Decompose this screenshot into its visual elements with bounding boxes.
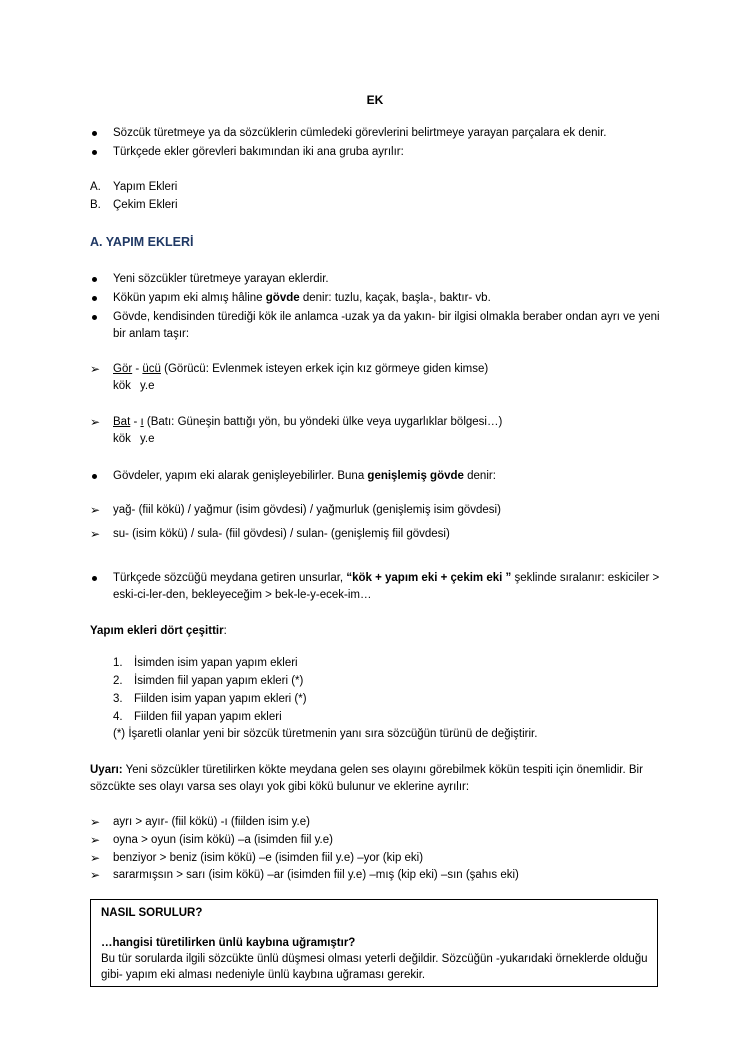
section-bullet-3-line-2: bir anlam taşır: <box>113 328 190 340</box>
example-sep: - <box>130 416 141 428</box>
example-meaning: (Batı: Güneşin battığı yön, bu yöndeki ülke veya uygarlıklar bölgesi…) <box>143 416 503 428</box>
genis-term: genişlemiş gövde <box>367 470 464 482</box>
types-heading-text: Yapım ekleri dört çeşittir <box>90 625 224 637</box>
type-num: 4. <box>113 711 123 723</box>
bullet-icon <box>92 277 97 282</box>
group-a-mark: A. <box>90 181 101 193</box>
warning-example-1: ayrı > ayır- (fiil kökü) -ı (fiilden isim y.e) <box>113 816 310 828</box>
box-question: …hangisi türetilirken ünlü kaybına uğramıştır? <box>101 937 356 949</box>
type-num: 3. <box>113 693 123 705</box>
section-bullet-1: Yeni sözcükler türetmeye yarayan eklerdir. <box>113 273 329 285</box>
type-label: İsimden fiil yapan yapım ekleri (*) <box>134 675 304 687</box>
box-line-2: gibi- yapım eki alması nedeniyle ünlü kaybına uğraması gerekir. <box>101 969 426 981</box>
warning-example-3: benziyor > beniz (isim kökü) –e (isimden fiil y.e) –yor (kip eki) <box>113 852 424 864</box>
box-line-1: Bu tür sorularda ilgili sözcükte ünlü düşmesi olması yeterli değildir. Sözcüğün -yukarıdaki örneklerde olduğu <box>101 953 648 965</box>
warning-line-1 <box>90 763 643 778</box>
box-title: NASIL SORULUR? <box>101 907 203 919</box>
type-num: 1. <box>113 657 123 669</box>
example-gor-label-root: kök <box>113 380 131 392</box>
how-asked-box <box>90 899 658 987</box>
group-b-mark: B. <box>90 199 101 211</box>
warning-label: Uyarı: <box>90 764 123 776</box>
genis-rest: denir: <box>463 470 496 482</box>
intro-line-2: Türkçede ekler görevleri bakımından iki ana gruba ayrılır: <box>113 146 404 158</box>
arrow-bullet-icon: ➢ <box>90 868 101 882</box>
arrow-bullet-icon: ➢ <box>90 815 101 829</box>
govde-term: gövde <box>265 292 300 304</box>
warning-line-2: sözcükte ses olayı varsa ses olayı yok gibi kökü bulunur ve eklerine ayrılır: <box>90 781 470 793</box>
bullet-2-text: Kökün yapım eki almış hâline <box>113 292 266 304</box>
bullet-2-rest: denir: tuzlu, kaçak, başla-, baktır- vb. <box>299 292 491 304</box>
group-b-label: Çekim Ekleri <box>113 199 178 211</box>
arrow-bullet-icon: ➢ <box>90 362 101 376</box>
section-bullet-3-line-1: Gövde, kendisinden türediği kök ile anlamca -uzak ya da yakın- bir ilgisi olmakla beraber ondan ayrı ve yeni <box>113 311 660 323</box>
arrow-bullet-icon: ➢ <box>90 833 101 847</box>
genis-example-2: su- (isim kökü) / sula- (fiil gövdesi) / sulan- (genişlemiş fiil gövdesi) <box>113 528 450 540</box>
warning-example-4: sararmışsın > sarı (isim kökü) –ar (isimden fiil y.e) –mış (kip eki) –sın (şahıs eki) <box>113 869 519 881</box>
example-meaning: (Görücü: Evlenmek isteyen erkek için kız görmeye giden kimse) <box>160 363 489 375</box>
group-a-label: Yapım Ekleri <box>113 181 178 193</box>
example-suffix: ı <box>140 416 144 428</box>
example-suffix: ücü <box>142 363 161 375</box>
example-root: Gör <box>113 363 133 375</box>
genis-govde-line <box>113 469 496 484</box>
bullet-icon <box>92 315 97 320</box>
page-title: EK <box>366 93 384 107</box>
warning-text: Yeni sözcükler türetilirken kökte meydana gelen ses olayını görebilmek kökün tespiti için önemlidir. Bir <box>122 764 643 776</box>
order-line-2: eski-ci-ler-den, bekleyeceğim > bek-le-y-ecek-im… <box>113 589 372 601</box>
bullet-icon <box>92 131 97 136</box>
order-line-1 <box>113 571 659 586</box>
order-rest: şeklinde sıralanır: eskiciler > <box>511 572 660 584</box>
types-heading <box>90 624 227 639</box>
example-sep: - <box>132 363 143 375</box>
types-heading-colon: : <box>223 625 227 637</box>
order-text: Türkçede sözcüğü meydana getiren unsurlar, <box>113 572 347 584</box>
example-root: Bat <box>113 416 131 428</box>
arrow-bullet-icon: ➢ <box>90 527 101 541</box>
type-label: Fiilden isim yapan yapım ekleri (*) <box>134 693 307 705</box>
type-num: 2. <box>113 675 123 687</box>
example-bat <box>113 415 502 430</box>
example-bat-label-root: kök <box>113 433 131 445</box>
genis-text: Gövdeler, yapım eki alarak genişleyebilirler. Buna <box>113 470 368 482</box>
arrow-bullet-icon: ➢ <box>90 851 101 865</box>
type-label: İsimden isim yapan yapım ekleri <box>134 657 298 669</box>
example-gor <box>113 362 488 377</box>
bullet-icon <box>92 474 97 479</box>
example-gor-label-suffix: y.e <box>140 380 155 392</box>
bullet-icon <box>92 296 97 301</box>
intro-line-1: Sözcük türetmeye ya da sözcüklerin cümledeki görevlerini belirtmeye yarayan parçalara ek denir. <box>113 127 607 139</box>
section-bullet-2 <box>113 291 491 306</box>
section-heading: A. YAPIM EKLERİ <box>90 235 194 249</box>
example-bat-label-suffix: y.e <box>140 433 155 445</box>
arrow-bullet-icon: ➢ <box>90 503 101 517</box>
genis-example-1: yağ- (fiil kökü) / yağmur (isim gövdesi) / yağmurluk (genişlemiş isim gövdesi) <box>113 504 501 516</box>
order-formula: “kök + yapım eki + çekim eki ” <box>346 572 512 584</box>
bullet-icon <box>92 150 97 155</box>
arrow-bullet-icon: ➢ <box>90 415 101 429</box>
warning-example-2: oyna > oyun (isim kökü) –a (isimden fiil y.e) <box>113 834 333 846</box>
bullet-icon <box>92 576 97 581</box>
types-note: (*) İşaretli olanlar yeni bir sözcük türetmenin yanı sıra sözcüğün türünü de değiştirir. <box>113 728 538 740</box>
type-label: Fiilden fiil yapan yapım ekleri <box>134 711 282 723</box>
